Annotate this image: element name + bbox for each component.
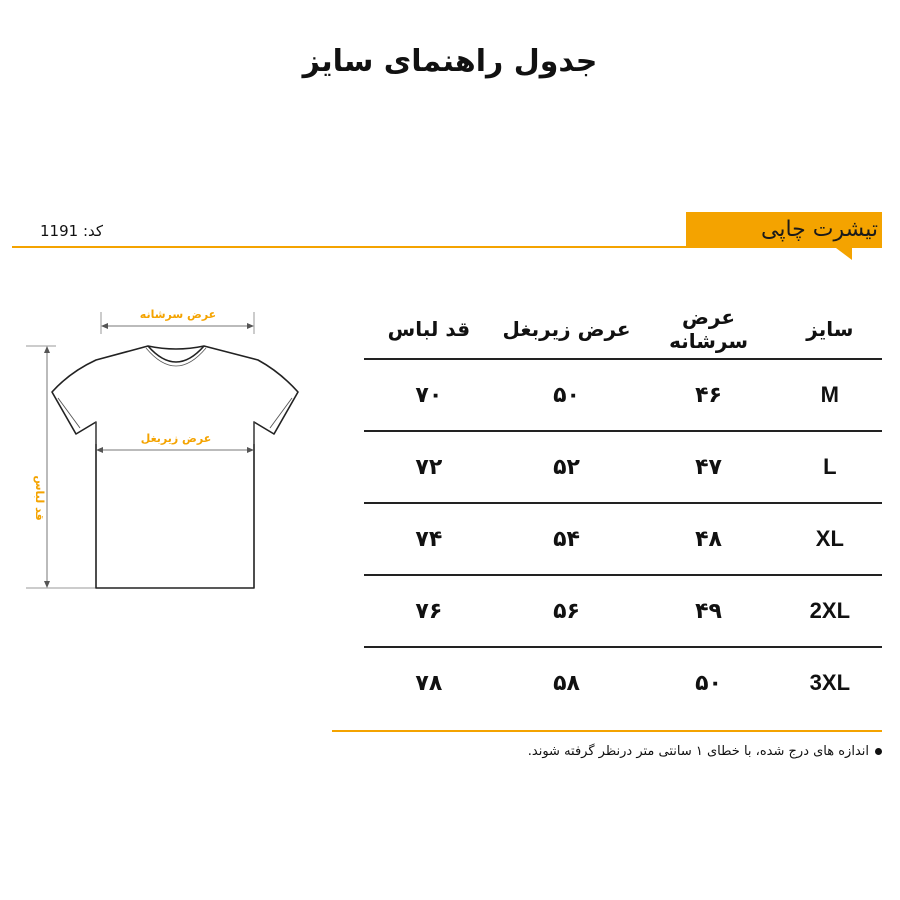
chest-label: عرض زیربغل [140,432,212,445]
shoulder-cell: ۴۹ [639,575,777,647]
tag-tail [836,248,852,260]
shoulder-cell: ۴۷ [639,431,777,503]
chest-cell: ۵۲ [494,431,640,503]
product-name-tag: تیشرت چاپی [686,212,882,248]
shoulder-label: عرض سرشانه [139,308,217,321]
length-cell: ۷۲ [364,431,494,503]
header-divider [12,246,688,248]
chest-cell: ۵۴ [494,503,640,575]
shoulder-cell: ۴۸ [639,503,777,575]
size-cell: 2XL [778,575,882,647]
table-row [364,503,882,575]
header-shoulder-width: عرض سرشانه [639,300,777,359]
tshirt-outline [52,346,298,588]
size-table-header-row [364,300,882,359]
header-chest-width: عرض زیربغل [494,300,640,359]
bullet-icon [875,748,882,755]
length-cell: ۷۴ [364,503,494,575]
page-title: جدول راهنمای سایز [302,44,598,79]
tshirt-diagram [0,290,330,610]
length-label: قد لباس [33,475,46,521]
product-code: کد: 1191 [40,222,104,240]
chest-cell: ۵۸ [553,670,580,696]
length-cell: ۷۸ [415,670,443,696]
header-size: سایز [778,300,882,359]
measurement-note [528,744,882,759]
size-table-container [364,300,882,718]
chest-cell: ۵۰ [494,359,640,431]
header-length: قد لباس [364,300,494,359]
note-text: اندازه های درج شده، با خطای ۱ سانتی متر درنظر گرفته شوند. [527,744,869,759]
size-cell: XL [778,503,882,575]
table-row [364,359,882,431]
shoulder-cell: ۴۶ [639,359,777,431]
size-cell: 3XL [809,670,851,695]
size-cell: M [778,359,882,431]
table-row [364,647,882,718]
size-table [364,300,882,718]
length-cell: ۷۰ [364,359,494,431]
length-cell: ۷۶ [364,575,494,647]
chest-measure-arrow [96,447,254,453]
footer-divider [332,730,882,732]
size-cell: L [778,431,882,503]
table-row [364,575,882,647]
table-row [364,431,882,503]
chest-cell: ۵۶ [494,575,640,647]
shoulder-cell: ۵۰ [695,670,722,696]
